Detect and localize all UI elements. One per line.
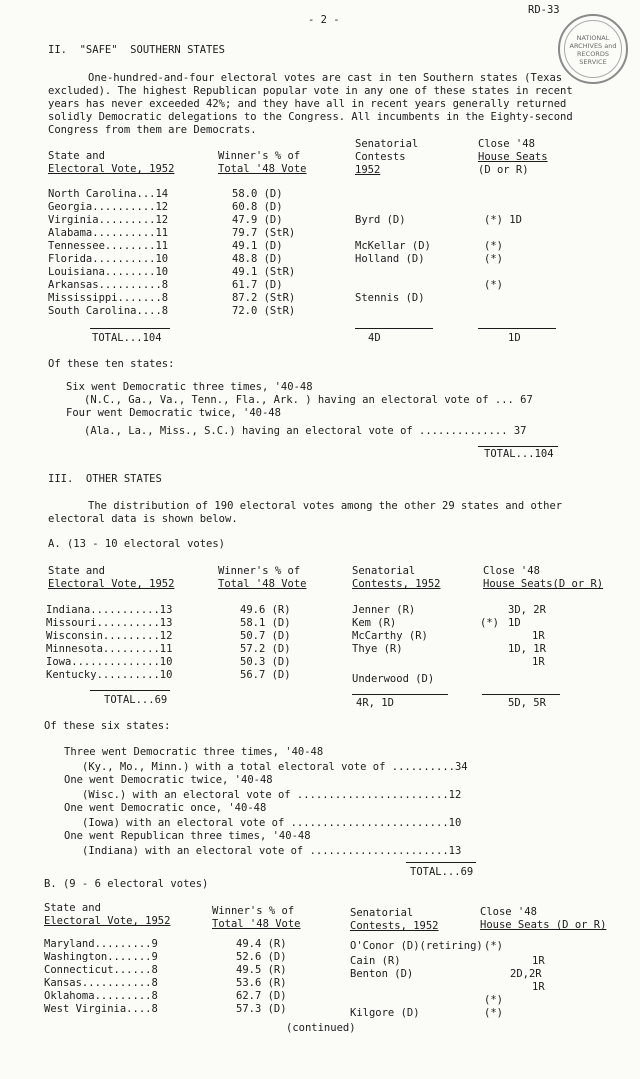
summary-line: (Wisc.) with an electoral vote of ........................12 bbox=[82, 789, 462, 801]
cell-house: (*) bbox=[484, 240, 503, 252]
cell-house: 1R bbox=[532, 955, 545, 967]
table-row: Arkansas..........8 bbox=[48, 279, 169, 291]
summary-line: (N.C., Ga., Va., Tenn., Fla., Ark. ) having an electoral vote of ... 67 bbox=[84, 394, 533, 406]
table-row: Louisiana........10 bbox=[48, 266, 169, 278]
divider bbox=[355, 328, 433, 329]
cell-star: (*) bbox=[484, 1007, 503, 1019]
table-row: Florida..........10 bbox=[48, 253, 169, 265]
table-row: Tennessee........11 bbox=[48, 240, 169, 252]
cell-pct: 47.9 (D) bbox=[232, 214, 283, 226]
cell-star: (*) bbox=[484, 994, 503, 1006]
summary-total: TOTAL...69 bbox=[410, 866, 474, 878]
table-row: Wisconsin.........12 bbox=[46, 630, 173, 642]
cell-house: 2D,2R bbox=[510, 968, 542, 980]
summary-line: Three went Democratic three times, '40-48 bbox=[64, 746, 324, 758]
summary-intro: Of these ten states: bbox=[48, 358, 175, 370]
cell-senate: Jenner (R) bbox=[352, 604, 416, 616]
table-row: Maryland.........9 bbox=[44, 938, 158, 950]
col-header-house: House Seats bbox=[478, 151, 548, 163]
subsection-b-title: B. (9 - 6 electoral votes) bbox=[44, 878, 209, 890]
summary-line: Four went Democratic twice, '40-48 bbox=[66, 407, 281, 419]
summary-line: Six went Democratic three times, '40-48 bbox=[66, 381, 313, 393]
summary-line: One went Democratic once, '40-48 bbox=[64, 802, 267, 814]
table-row: West Virginia....8 bbox=[44, 1003, 158, 1015]
cell-senate: Thye (R) bbox=[352, 643, 403, 655]
table-row: Iowa..............10 bbox=[46, 656, 173, 668]
cell-house: 1D bbox=[508, 617, 521, 629]
table-row: South Carolina....8 bbox=[48, 305, 169, 317]
cell-star: (*) bbox=[484, 940, 503, 952]
section-iii-intro: The distribution of 190 electoral votes among the other 29 states and other electoral data is shown below. bbox=[48, 500, 563, 525]
table-row: Washington.......9 bbox=[44, 951, 158, 963]
cell-senate: O'Conor (D)(retiring) bbox=[350, 940, 483, 952]
cell-house: 1D, 1R bbox=[508, 643, 546, 655]
table-row: Connecticut......8 bbox=[44, 964, 158, 976]
cell-pct: 48.8 (D) bbox=[232, 253, 283, 265]
archives-stamp: NATIONAL ARCHIVES and RECORDS SERVICE bbox=[558, 14, 628, 84]
summary-line: One went Democratic twice, '40-48 bbox=[64, 774, 273, 786]
cell-pct: 57.2 (D) bbox=[240, 643, 291, 655]
divider bbox=[90, 328, 170, 329]
col-header-state: State and bbox=[48, 150, 105, 162]
cell-pct: 57.3 (D) bbox=[236, 1003, 287, 1015]
cell-pct: 49.1 (D) bbox=[232, 240, 283, 252]
cell-house: 3D, 2R bbox=[508, 604, 546, 616]
table-row: Missouri..........13 bbox=[46, 617, 173, 629]
divider bbox=[482, 694, 560, 695]
summary-line: One went Republican three times, '40-48 bbox=[64, 830, 311, 842]
cell-pct: 87.2 (StR) bbox=[232, 292, 296, 304]
table-row: Mississippi.......8 bbox=[48, 292, 169, 304]
summary-intro: Of these six states: bbox=[44, 720, 171, 732]
continued-note: (continued) bbox=[286, 1022, 356, 1034]
table-row: Oklahoma.........8 bbox=[44, 990, 158, 1002]
col-header-state: State and bbox=[44, 902, 101, 914]
col-header-state: Electoral Vote, 1952 bbox=[48, 578, 175, 590]
cell-pct: 49.1 (StR) bbox=[232, 266, 296, 278]
col-header-state: Electoral Vote, 1952 bbox=[48, 163, 175, 175]
col-header-senate: Senatorial bbox=[350, 907, 414, 919]
cell-senate: McKellar (D) bbox=[355, 240, 431, 252]
summary-line: (Iowa) with an electoral vote of .........................10 bbox=[82, 817, 462, 829]
section-iii-title: III. OTHER STATES bbox=[48, 473, 162, 485]
col-header-pct: Total '48 Vote bbox=[212, 918, 301, 930]
cell-house: 1R bbox=[532, 656, 545, 668]
col-header-pct: Winner's % of bbox=[218, 565, 301, 577]
col-header-house: House Seats (D or R) bbox=[480, 919, 607, 931]
table-row: Kansas...........8 bbox=[44, 977, 158, 989]
cell-pct: 50.3 (D) bbox=[240, 656, 291, 668]
total-row: TOTAL...69 bbox=[104, 694, 168, 706]
cell-house: (*) 1D bbox=[484, 214, 522, 226]
cell-pct: 58.0 (D) bbox=[232, 188, 283, 200]
divider bbox=[352, 694, 448, 695]
col-header-senate: Contests, 1952 bbox=[352, 578, 441, 590]
subsection-a-title: A. (13 - 10 electoral votes) bbox=[48, 538, 226, 550]
cell-pct: 49.6 (R) bbox=[240, 604, 291, 616]
summary-line: (Ala., La., Miss., S.C.) having an electoral vote of .............. 37 bbox=[84, 425, 527, 437]
col-header-senate: 1952 bbox=[355, 164, 381, 176]
section-ii-intro: One-hundred-and-four electoral votes are cast in ten Southern states (Texas excluded). The highest Republican popular vote in any one of these states in recent years has never exceeded 42%; and they have all in recent years generally returned solidly Democratic delegations to the Congress. All incumbents in the Eighty-second Congress from them are Democrats. bbox=[48, 72, 573, 136]
cell-senate: Cain (R) bbox=[350, 955, 401, 967]
cell-pct: 72.0 (StR) bbox=[232, 305, 296, 317]
table-row: Virginia.........12 bbox=[48, 214, 169, 226]
table-row: Alabama..........11 bbox=[48, 227, 169, 239]
col-header-house: Close '48 bbox=[478, 138, 535, 150]
total-house: 1D bbox=[508, 332, 521, 344]
summary-total: TOTAL...104 bbox=[484, 448, 554, 460]
table-row: Georgia..........12 bbox=[48, 201, 169, 213]
cell-senate: Underwood (D) bbox=[352, 673, 435, 685]
document-code: RD-33 bbox=[528, 4, 560, 16]
cell-pct: 49.4 (R) bbox=[236, 938, 287, 950]
col-header-senate: Senatorial bbox=[355, 138, 419, 150]
cell-pct: 58.1 (D) bbox=[240, 617, 291, 629]
cell-senate: Benton (D) bbox=[350, 968, 414, 980]
cell-pct: 52.6 (D) bbox=[236, 951, 287, 963]
summary-line: (Ky., Mo., Minn.) with a total electoral vote of ..........34 bbox=[82, 761, 468, 773]
cell-senate: McCarthy (R) bbox=[352, 630, 428, 642]
total-senate: 4D bbox=[368, 332, 381, 344]
divider bbox=[406, 862, 476, 863]
cell-pct: 62.7 (D) bbox=[236, 990, 287, 1002]
cell-pct: 50.7 (D) bbox=[240, 630, 291, 642]
cell-house: 1R bbox=[532, 981, 545, 993]
col-header-pct: Total '48 Vote bbox=[218, 163, 307, 175]
cell-pct: 49.5 (R) bbox=[236, 964, 287, 976]
cell-house: (*) bbox=[484, 253, 503, 265]
total-house: 5D, 5R bbox=[508, 697, 546, 709]
page-number: - 2 - bbox=[308, 14, 340, 26]
cell-pct: 56.7 (D) bbox=[240, 669, 291, 681]
total-senate: 4R, 1D bbox=[356, 697, 394, 709]
table-row: Minnesota.........11 bbox=[46, 643, 173, 655]
divider bbox=[478, 328, 556, 329]
col-header-pct: Total '48 Vote bbox=[218, 578, 307, 590]
col-header-state: Electoral Vote, 1952 bbox=[44, 915, 171, 927]
cell-pct: 53.6 (R) bbox=[236, 977, 287, 989]
cell-star: (*) bbox=[480, 617, 499, 629]
cell-senate: Kilgore (D) bbox=[350, 1007, 420, 1019]
cell-house: 1R bbox=[532, 630, 545, 642]
table-row: Kentucky..........10 bbox=[46, 669, 173, 681]
col-header-house: Close '48 bbox=[480, 906, 537, 918]
col-header-senate: Senatorial bbox=[352, 565, 416, 577]
col-header-pct: Winner's % of bbox=[212, 905, 295, 917]
cell-senate: Byrd (D) bbox=[355, 214, 406, 226]
cell-house: (*) bbox=[484, 279, 503, 291]
col-header-senate: Contests bbox=[355, 151, 406, 163]
col-header-house: House Seats(D or R) bbox=[483, 578, 604, 590]
cell-pct: 60.8 (D) bbox=[232, 201, 283, 213]
cell-pct: 79.7 (StR) bbox=[232, 227, 296, 239]
section-ii-title: II. "SAFE" SOUTHERN STATES bbox=[48, 44, 226, 56]
cell-senate: Kem (R) bbox=[352, 617, 397, 629]
cell-pct: 61.7 (D) bbox=[232, 279, 283, 291]
col-header-house: (D or R) bbox=[478, 164, 529, 176]
total-row: TOTAL...104 bbox=[92, 332, 162, 344]
col-header-pct: Winner's % of bbox=[218, 150, 301, 162]
cell-senate: Stennis (D) bbox=[355, 292, 425, 304]
col-header-state: State and bbox=[48, 565, 105, 577]
divider bbox=[478, 446, 558, 447]
table-row: North Carolina...14 bbox=[48, 188, 169, 200]
cell-senate: Holland (D) bbox=[355, 253, 425, 265]
table-row: Indiana...........13 bbox=[46, 604, 173, 616]
summary-line: (Indiana) with an electoral vote of ......................13 bbox=[82, 845, 462, 857]
col-header-house: Close '48 bbox=[483, 565, 540, 577]
divider bbox=[90, 690, 170, 691]
col-header-senate: Contests, 1952 bbox=[350, 920, 439, 932]
